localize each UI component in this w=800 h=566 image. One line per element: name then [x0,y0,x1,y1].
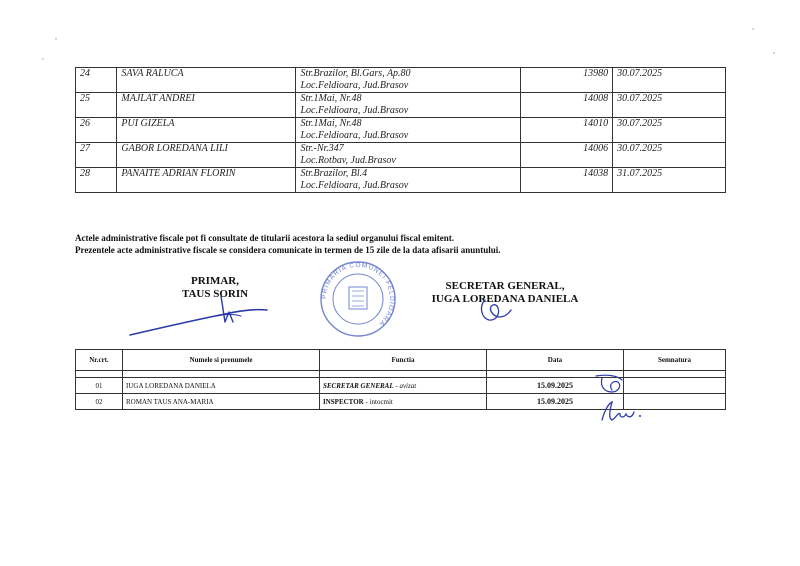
col-nr-crt: Nr.crt. [76,350,123,371]
secretary-title: SECRETAR GENERAL, [445,280,565,292]
taxpayer-name: MAJLAT ANDREI [117,93,296,118]
table-row [76,168,726,193]
secretary-signature [475,296,525,326]
function-action: - intocmit [365,397,393,406]
scan-speck [773,52,775,54]
approval-name: IUGA LOREDANA DANIELA [123,378,320,394]
scan-speck [752,28,754,30]
table-row [76,143,726,168]
taxpayer-address [296,168,521,193]
taxpayer-list-table [75,67,726,193]
address-street: Str.Brazilor, Bl.4 [300,168,368,179]
approval-date: 15.09.2025 [487,394,624,410]
approval-function [320,394,487,410]
function-title: INSPECTOR [323,397,364,406]
document-number: 14038 [521,168,613,193]
row-number: 28 [76,168,117,193]
taxpayer-address [296,68,521,93]
spacer-cell [624,371,726,378]
address-locality: Loc.Feldioara, Jud.Brasov [300,80,409,91]
table-header-row [76,350,726,371]
approval-function [320,378,487,394]
taxpayer-name: PUI GIZELA [117,118,296,143]
taxpayer-name: SAVA RALUCA [117,68,296,93]
secretary-name: IUGA LOREDANA DANIELA [431,293,579,305]
table-row [76,118,726,143]
taxpayer-address [296,118,521,143]
address-locality: Loc.Feldioara, Jud.Brasov [300,105,409,116]
document-date: 30.07.2025 [613,118,726,143]
taxpayer-name: PANAITE ADRIAN FLORIN [117,168,296,193]
approval-nr: 02 [76,394,123,410]
function-action: - avizat [395,381,417,390]
document-number: 14006 [521,143,613,168]
approval-signature [624,378,726,394]
spacer-cell [76,371,123,378]
approval-nr: 01 [76,378,123,394]
document-number: 14008 [521,93,613,118]
col-function: Functia [320,350,487,371]
row-number: 25 [76,93,117,118]
table-row [76,93,726,118]
scan-speck [55,38,57,40]
col-signature: Semnatura [624,350,726,371]
table-row [76,68,726,93]
col-name: Numele si prenumele [123,350,320,371]
legal-notice [75,232,501,256]
row-number: 26 [76,118,117,143]
function-title: SECRETAR GENERAL [323,381,394,390]
taxpayer-name: GABOR LOREDANA LILI [117,143,296,168]
document-number: 13980 [521,68,613,93]
mayor-name: TAUS SORIN [181,288,249,300]
row-number: 24 [76,68,117,93]
mayor-title: PRIMAR, [191,275,239,287]
stamp-text: PRIMARIA COMUNEI FELDIOARA [320,261,396,328]
scan-speck [42,58,44,60]
address-street: Str.1Mai, Nr.48 [300,118,362,129]
address-locality: Loc.Rotbav, Jud.Brasov [300,155,396,166]
approver-signature-inspector [598,398,646,424]
document-date: 30.07.2025 [613,68,726,93]
row-number: 27 [76,143,117,168]
document-date: 31.07.2025 [613,168,726,193]
address-street: Str.Brazilor, Bl.Gars, Ap.80 [300,68,411,79]
taxpayer-address [296,143,521,168]
spacer-cell [123,371,320,378]
document-number: 14010 [521,118,613,143]
document-date: 30.07.2025 [613,143,726,168]
notice-line: Prezentele acte administrative fiscale se considera comunicate in termen de 15 zile de la data afisarii anuntului. [75,245,501,255]
address-street: Str.-Nr.347 [300,143,344,154]
notice-line: Actele administrative fiscale pot fi consultate de titularii acestora la sediul organului fiscal emitent. [75,233,454,243]
mayor-signature [125,290,275,340]
address-locality: Loc.Feldioara, Jud.Brasov [300,130,409,141]
taxpayer-address [296,93,521,118]
approval-date: 15.09.2025 [487,378,624,394]
approval-name: ROMAN TAUS ANA-MARIA [123,394,320,410]
document-date: 30.07.2025 [613,93,726,118]
approver-signature-secretary [588,372,638,398]
col-date: Data [487,350,624,371]
address-street: Str.1Mai, Nr.48 [300,93,362,104]
spacer-cell [320,371,487,378]
official-stamp [313,260,403,338]
address-locality: Loc.Feldioara, Jud.Brasov [300,180,409,191]
